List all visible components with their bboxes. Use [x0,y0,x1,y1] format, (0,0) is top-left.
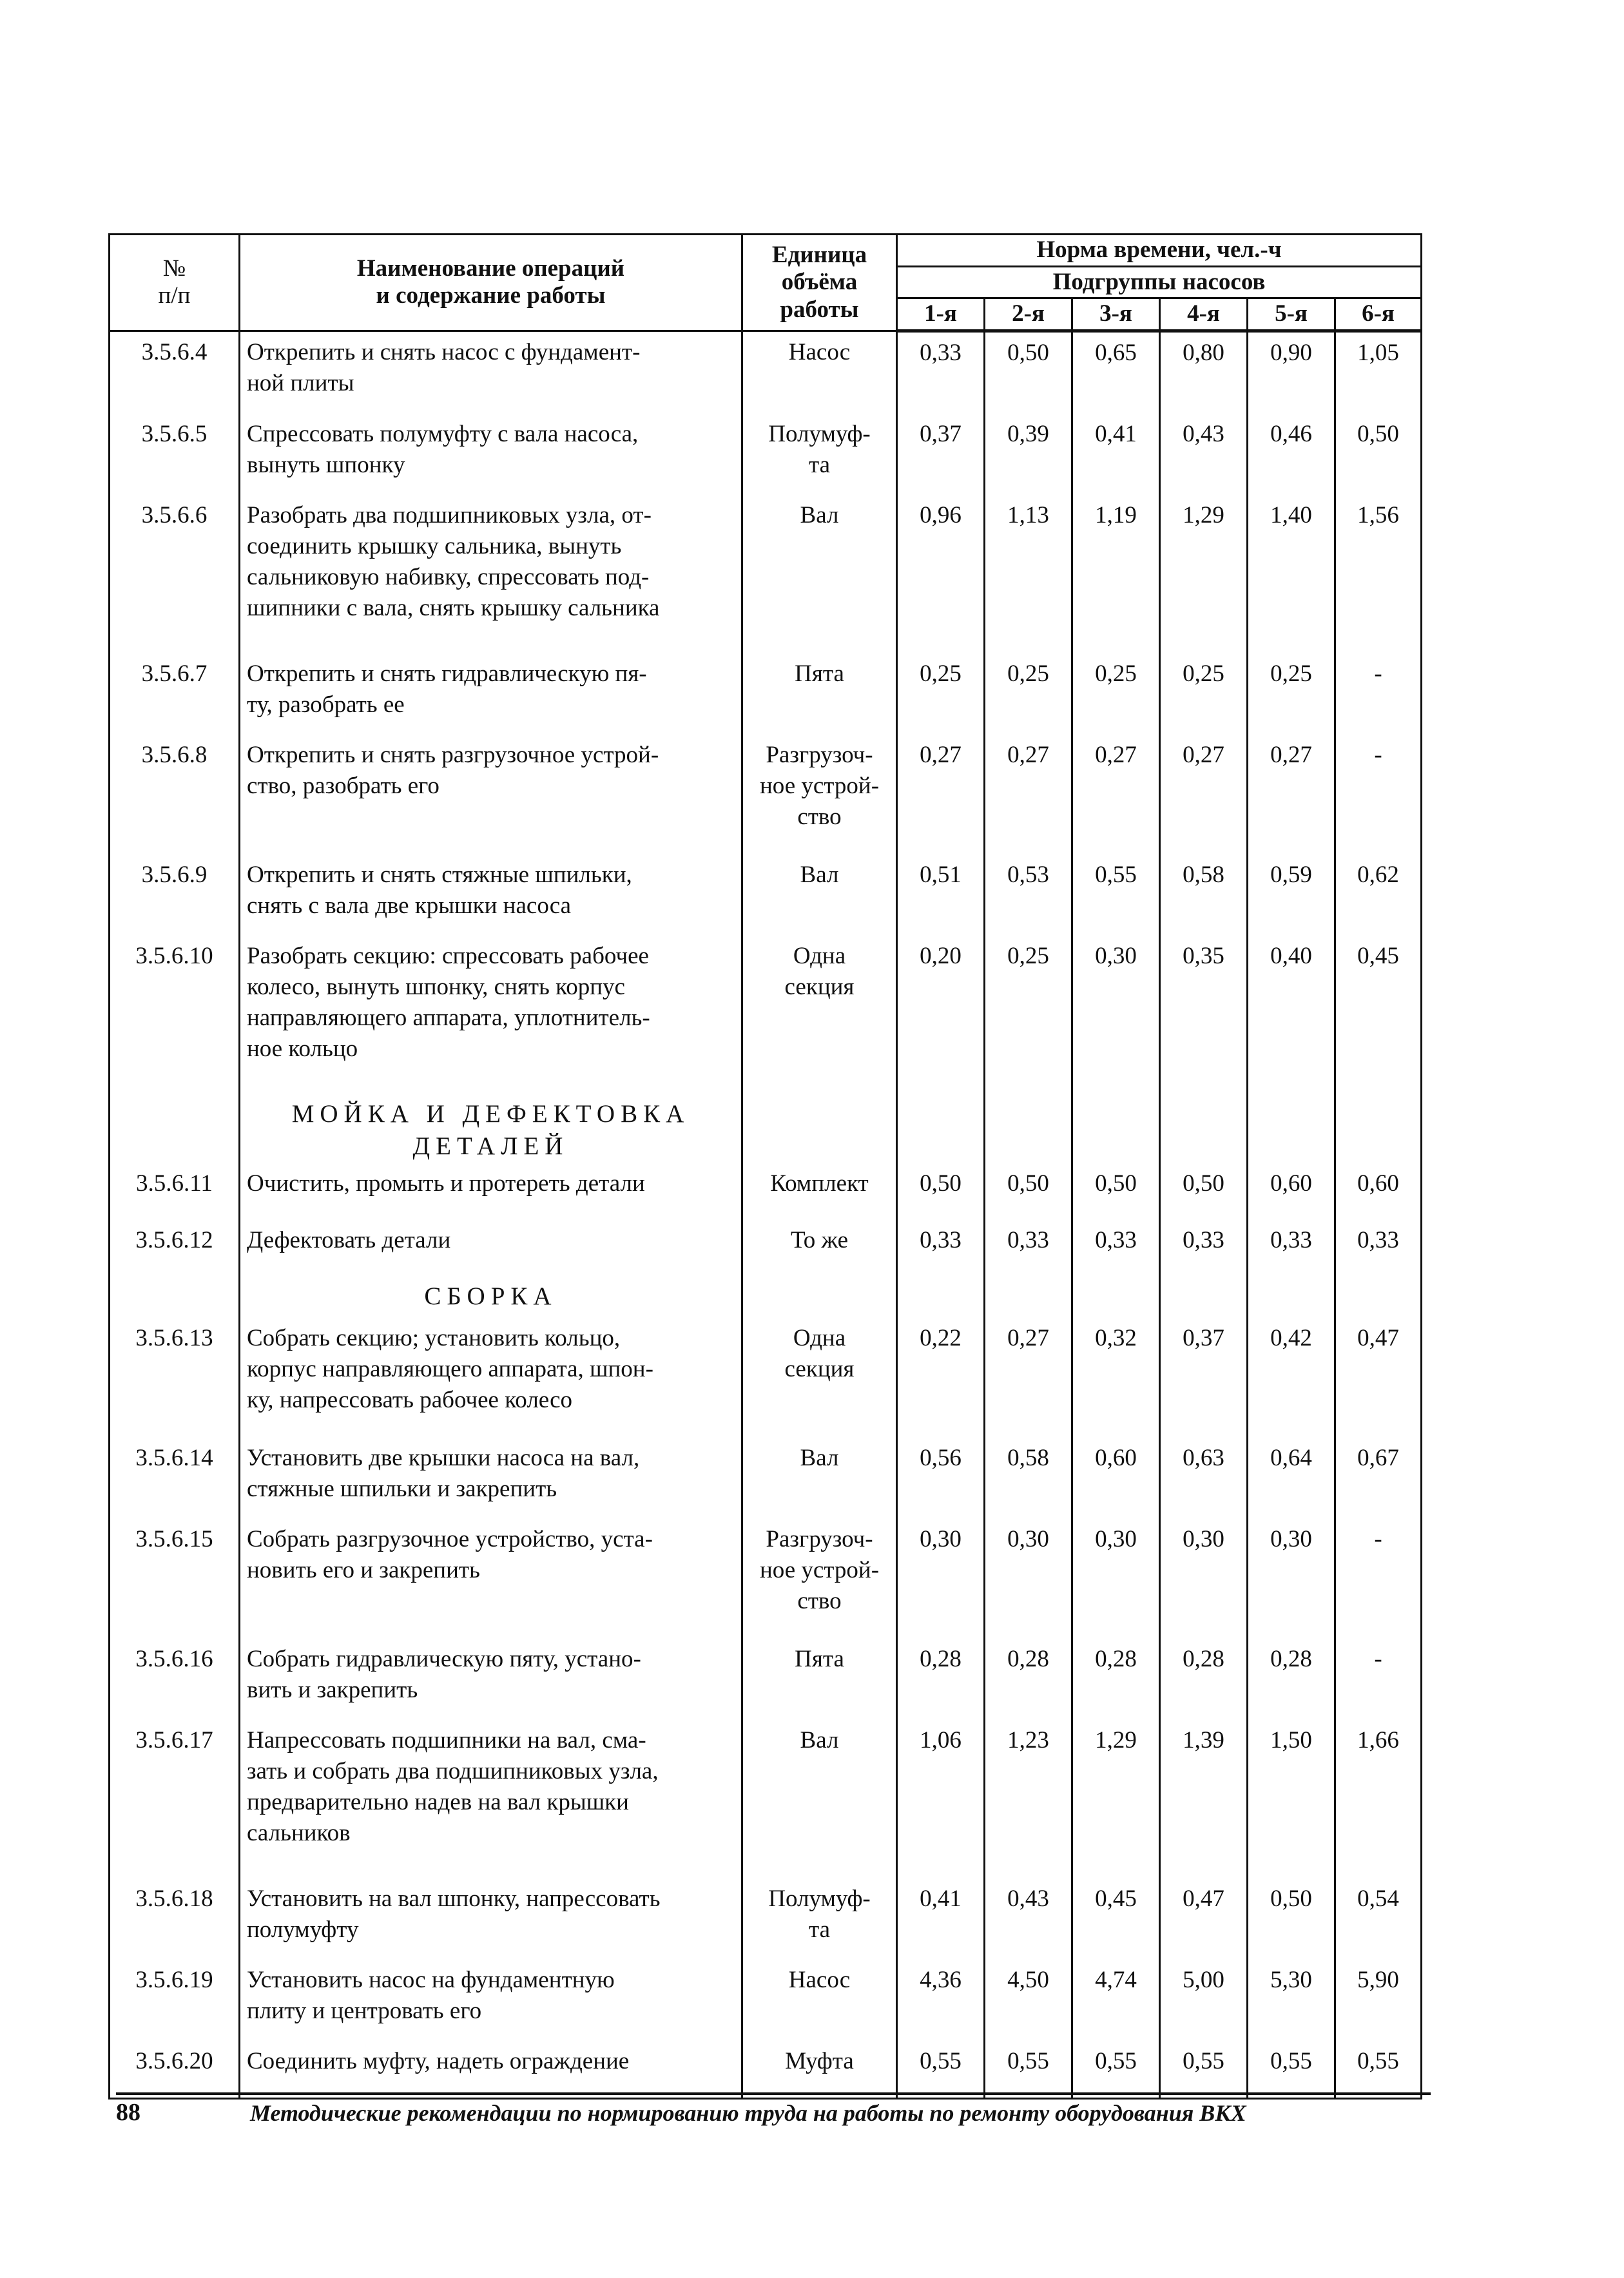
table-row [110,735,1422,854]
section-empty-cell [1072,1094,1160,1163]
section-title: СБОРКА [240,1277,742,1318]
norm-value-group-4: 0,47 [1160,1878,1248,1960]
operation-description: Собрать секцию; установить кольцо, корпус направляющего аппарата, шпон- ку, напрессовать рабочее колесо [240,1318,742,1438]
norm-value-group-3: 0,50 [1072,1163,1160,1220]
norm-value-group-2: 0,50 [985,331,1072,414]
section-title: МОЙКА И ДЕФЕКТОВКА ДЕТАЛЕЙ [240,1094,742,1163]
section-row [110,1277,1422,1318]
norm-value-group-4: 0,33 [1160,1220,1248,1277]
header-subgroups: Подгруппы насосов [897,266,1422,298]
norm-value-group-4: 0,25 [1160,653,1248,735]
operation-description: Открепить и снять разгрузочное устрой- ство, разобрать его [240,735,742,854]
row-number: 3.5.6.16 [110,1639,240,1720]
operation-description: Открепить и снять стяжные шпильки, снять с вала две крышки насоса [240,854,742,936]
norm-value-group-5: 0,27 [1248,735,1335,854]
operation-description: Напрессовать подшипники на вал, сма- зать и собрать два подшипниковых узла, предварительно надев на вал крышки сальников [240,1720,742,1878]
footer-rule [116,2092,1431,2095]
norm-value-group-5: 0,33 [1248,1220,1335,1277]
norm-value-group-1: 0,41 [897,1878,985,1960]
table-row [110,331,1422,414]
norm-value-group-4: 0,30 [1160,1519,1248,1639]
work-unit: Муфта [742,2041,897,2099]
table-row [110,1878,1422,1960]
operation-description: Собрать разгрузочное устройство, уста- новить его и закрепить [240,1519,742,1639]
norm-value-group-5: 1,40 [1248,495,1335,653]
norm-value-group-4: 0,43 [1160,414,1248,495]
norm-value-group-6: 0,55 [1335,2041,1422,2099]
norm-value-group-1: 1,06 [897,1720,985,1878]
norm-value-group-2: 0,28 [985,1639,1072,1720]
operation-description: Установить на вал шпонку, напрессовать полумуфту [240,1878,742,1960]
work-unit: Одна секция [742,936,897,1094]
work-unit: Пята [742,653,897,735]
section-empty-cell [897,1094,985,1163]
norm-value-group-2: 0,30 [985,1519,1072,1639]
section-empty-cell [985,1094,1072,1163]
section-empty-cell [1335,1094,1422,1163]
norm-value-group-4: 0,55 [1160,2041,1248,2099]
header-group-4: 4-я [1160,298,1248,331]
norm-value-group-2: 0,25 [985,653,1072,735]
operation-description: Разобрать секцию: спрессовать рабочее колесо, вынуть шпонку, снять корпус направляющего аппарата, уплотнитель- ное кольцо [240,936,742,1094]
operation-description: Открепить и снять насос с фундамент- ной плиты [240,331,742,414]
norm-value-group-6: 0,54 [1335,1878,1422,1960]
table-row [110,1318,1422,1438]
norm-value-group-2: 1,13 [985,495,1072,653]
norm-value-group-2: 0,50 [985,1163,1072,1220]
norm-value-group-3: 0,65 [1072,331,1160,414]
section-empty-cell [1160,1094,1248,1163]
header-group-1: 1-я [897,298,985,331]
work-unit: Пята [742,1639,897,1720]
section-empty-cell [985,1277,1072,1318]
header-norm: Норма времени, чел.-ч [897,235,1422,267]
work-unit: Вал [742,495,897,653]
norm-value-group-3: 0,45 [1072,1878,1160,1960]
norm-value-group-4: 0,50 [1160,1163,1248,1220]
operation-description: Спрессовать полумуфту с вала насоса, вынуть шпонку [240,414,742,495]
norm-value-group-6: 0,47 [1335,1318,1422,1438]
table-row [110,495,1422,653]
norm-value-group-3: 0,30 [1072,1519,1160,1639]
row-number: 3.5.6.4 [110,331,240,414]
norm-value-group-6: - [1335,735,1422,854]
table-row [110,2041,1422,2099]
table-row [110,1639,1422,1720]
norm-value-group-5: 0,40 [1248,936,1335,1094]
norm-value-group-6: 5,90 [1335,1960,1422,2041]
table-row [110,1519,1422,1639]
row-number: 3.5.6.6 [110,495,240,653]
operation-description: Собрать гидравлическую пяту, устано- вить и закрепить [240,1639,742,1720]
norm-value-group-4: 1,39 [1160,1720,1248,1878]
norm-value-group-4: 0,63 [1160,1438,1248,1519]
norm-value-group-2: 0,58 [985,1438,1072,1519]
norm-value-group-2: 4,50 [985,1960,1072,2041]
norm-value-group-1: 0,33 [897,331,985,414]
footer-title: Методические рекомендации по нормированию труда на работы по ремонту оборудования ВКХ [250,2100,1246,2126]
norm-value-group-2: 0,39 [985,414,1072,495]
norm-value-group-4: 1,29 [1160,495,1248,653]
row-number: 3.5.6.12 [110,1220,240,1277]
norm-value-group-6: 0,45 [1335,936,1422,1094]
section-number-cell [110,1094,240,1163]
norm-value-group-4: 0,28 [1160,1639,1248,1720]
norm-value-group-3: 4,74 [1072,1960,1160,2041]
row-number: 3.5.6.17 [110,1720,240,1878]
norm-value-group-3: 0,55 [1072,854,1160,936]
norm-value-group-1: 0,96 [897,495,985,653]
norm-value-group-5: 0,90 [1248,331,1335,414]
norm-value-group-2: 1,23 [985,1720,1072,1878]
table-row [110,1960,1422,2041]
norm-value-group-1: 0,56 [897,1438,985,1519]
norm-value-group-1: 0,30 [897,1519,985,1639]
row-number: 3.5.6.10 [110,936,240,1094]
operation-description: Установить насос на фундаментную плиту и центровать его [240,1960,742,2041]
norm-value-group-5: 0,60 [1248,1163,1335,1220]
norm-value-group-1: 0,20 [897,936,985,1094]
section-number-cell [110,1277,240,1318]
norm-value-group-3: 0,55 [1072,2041,1160,2099]
norm-value-group-5: 5,30 [1248,1960,1335,2041]
norm-value-group-2: 0,55 [985,2041,1072,2099]
table-row [110,653,1422,735]
work-unit: Разгрузоч- ное устрой- ство [742,735,897,854]
section-empty-cell [1248,1094,1335,1163]
table-row [110,936,1422,1094]
header-number: № п/п [110,235,240,331]
section-empty-cell [897,1277,985,1318]
norm-value-group-1: 0,33 [897,1220,985,1277]
norm-value-group-1: 0,55 [897,2041,985,2099]
norm-value-group-3: 0,32 [1072,1318,1160,1438]
norm-value-group-3: 0,28 [1072,1639,1160,1720]
norm-value-group-5: 0,59 [1248,854,1335,936]
norm-value-group-6: - [1335,653,1422,735]
norm-value-group-2: 0,27 [985,1318,1072,1438]
table-row [110,1220,1422,1277]
norm-value-group-6: 0,67 [1335,1438,1422,1519]
table-row [110,854,1422,936]
row-number: 3.5.6.13 [110,1318,240,1438]
norm-value-group-3: 1,29 [1072,1720,1160,1878]
header-group-3: 3-я [1072,298,1160,331]
norm-value-group-6: 0,50 [1335,414,1422,495]
section-empty-cell [1335,1277,1422,1318]
section-empty-cell [742,1277,897,1318]
norm-value-group-5: 0,42 [1248,1318,1335,1438]
row-number: 3.5.6.18 [110,1878,240,1960]
work-unit: Разгрузоч- ное устрой- ство [742,1519,897,1639]
page-number: 88 [116,2099,140,2126]
norm-value-group-3: 0,25 [1072,653,1160,735]
work-unit: То же [742,1220,897,1277]
norm-value-group-5: 0,30 [1248,1519,1335,1639]
norm-value-group-4: 0,80 [1160,331,1248,414]
norm-value-group-6: 0,62 [1335,854,1422,936]
norm-value-group-3: 1,19 [1072,495,1160,653]
work-unit: Насос [742,331,897,414]
norm-value-group-6: 1,66 [1335,1720,1422,1878]
work-unit: Вал [742,1438,897,1519]
section-empty-cell [1248,1277,1335,1318]
norm-value-group-5: 0,46 [1248,414,1335,495]
norm-value-group-5: 1,50 [1248,1720,1335,1878]
norm-value-group-1: 0,28 [897,1639,985,1720]
norm-value-group-6: - [1335,1639,1422,1720]
norm-value-group-1: 0,22 [897,1318,985,1438]
norm-value-group-3: 0,33 [1072,1220,1160,1277]
work-unit: Вал [742,1720,897,1878]
row-number: 3.5.6.15 [110,1519,240,1639]
norm-value-group-2: 0,53 [985,854,1072,936]
norm-value-group-6: 0,33 [1335,1220,1422,1277]
norm-value-group-6: - [1335,1519,1422,1639]
work-unit: Полумуф- та [742,414,897,495]
operation-description: Разобрать два подшипниковых узла, от- соединить крышку сальника, вынуть сальниковую набивку, спрессовать под- шипники с вала, снять крышку сальника [240,495,742,653]
norm-value-group-6: 1,56 [1335,495,1422,653]
row-number: 3.5.6.19 [110,1960,240,2041]
norm-value-group-5: 0,55 [1248,2041,1335,2099]
norm-value-group-1: 0,51 [897,854,985,936]
norm-value-group-2: 0,33 [985,1220,1072,1277]
section-row [110,1094,1422,1163]
row-number: 3.5.6.20 [110,2041,240,2099]
norm-value-group-3: 0,30 [1072,936,1160,1094]
table-row [110,1720,1422,1878]
row-number: 3.5.6.9 [110,854,240,936]
norm-value-group-1: 0,27 [897,735,985,854]
norm-value-group-5: 0,64 [1248,1438,1335,1519]
header-group-2: 2-я [985,298,1072,331]
norm-value-group-5: 0,28 [1248,1639,1335,1720]
table-header [110,235,1422,331]
work-unit: Комплект [742,1163,897,1220]
norm-value-group-3: 0,41 [1072,414,1160,495]
header-unit: Единица объёма работы [742,235,897,331]
norm-value-group-1: 0,25 [897,653,985,735]
norm-value-group-4: 0,27 [1160,735,1248,854]
operation-description: Установить две крышки насоса на вал, стяжные шпильки и закрепить [240,1438,742,1519]
norm-value-group-6: 1,05 [1335,331,1422,414]
row-number: 3.5.6.7 [110,653,240,735]
row-number: 3.5.6.11 [110,1163,240,1220]
norm-value-group-3: 0,27 [1072,735,1160,854]
work-unit: Одна секция [742,1318,897,1438]
header-group-6: 6-я [1335,298,1422,331]
norm-value-group-4: 0,35 [1160,936,1248,1094]
norm-value-group-1: 0,50 [897,1163,985,1220]
table-row [110,414,1422,495]
table-body [110,331,1422,2098]
section-empty-cell [1072,1277,1160,1318]
row-number: 3.5.6.14 [110,1438,240,1519]
row-number: 3.5.6.5 [110,414,240,495]
norm-value-group-3: 0,60 [1072,1438,1160,1519]
norm-value-group-6: 0,60 [1335,1163,1422,1220]
section-empty-cell [1160,1277,1248,1318]
table-row [110,1438,1422,1519]
section-empty-cell [742,1094,897,1163]
operation-description: Дефектовать детали [240,1220,742,1277]
operation-description: Очистить, промыть и протереть детали [240,1163,742,1220]
norms-table [108,233,1422,2099]
norm-value-group-1: 0,37 [897,414,985,495]
operation-description: Соединить муфту, надеть ограждение [240,2041,742,2099]
table-row [110,1163,1422,1220]
norm-value-group-5: 0,25 [1248,653,1335,735]
norm-value-group-2: 0,43 [985,1878,1072,1960]
work-unit: Насос [742,1960,897,2041]
work-unit: Вал [742,854,897,936]
norm-value-group-1: 4,36 [897,1960,985,2041]
norm-value-group-5: 0,50 [1248,1878,1335,1960]
norm-value-group-2: 0,27 [985,735,1072,854]
norm-value-group-4: 5,00 [1160,1960,1248,2041]
work-unit: Полумуф- та [742,1878,897,1960]
norm-value-group-4: 0,37 [1160,1318,1248,1438]
header-operation-name: Наименование операций и содержание работы [240,235,742,331]
norm-value-group-4: 0,58 [1160,854,1248,936]
operation-description: Открепить и снять гидравлическую пя- ту, разобрать ее [240,653,742,735]
header-group-5: 5-я [1248,298,1335,331]
row-number: 3.5.6.8 [110,735,240,854]
norm-value-group-2: 0,25 [985,936,1072,1094]
